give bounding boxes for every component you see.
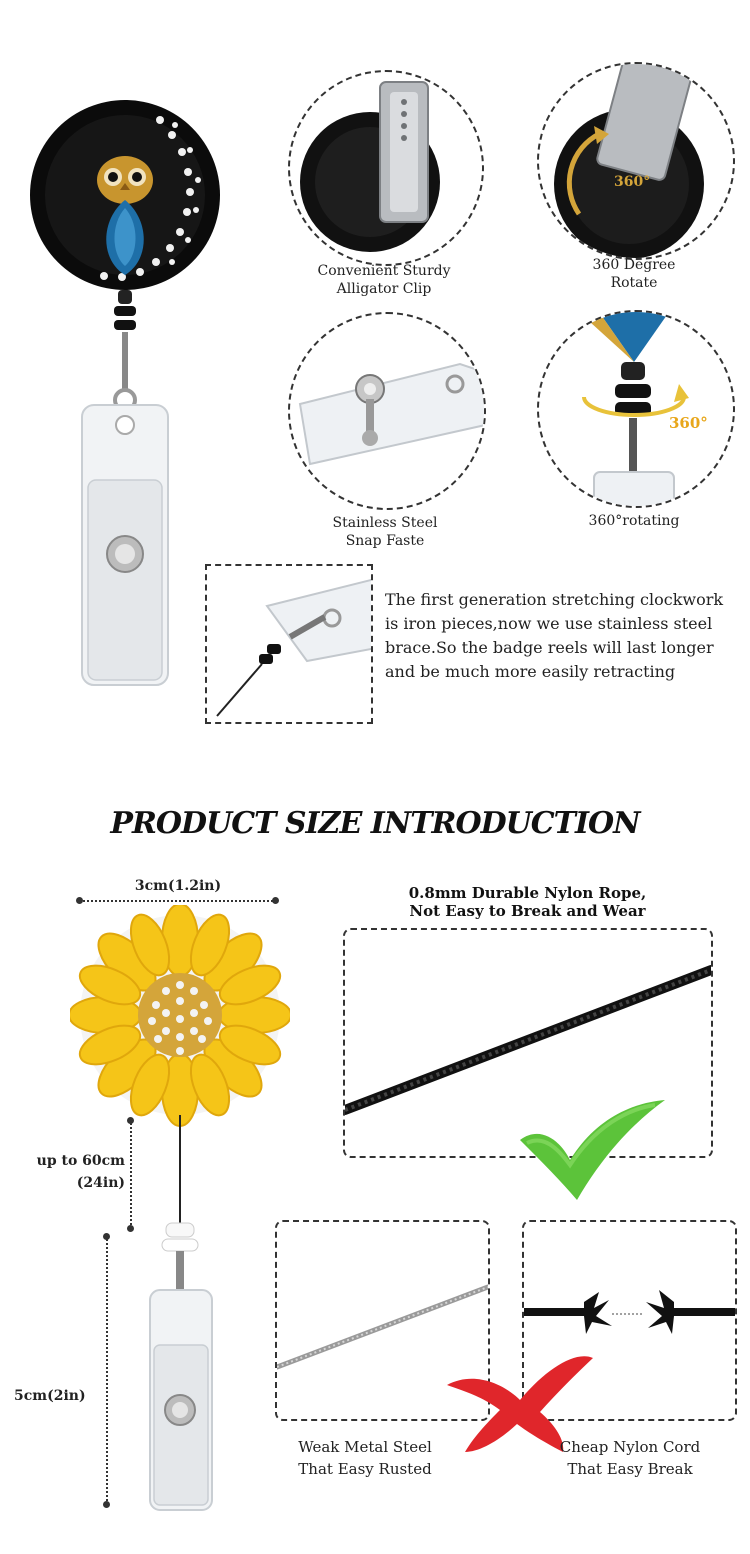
feature-snap-fastener-caption — [288, 514, 482, 550]
width-dot-left — [76, 897, 83, 904]
cord-dimension-line — [130, 1120, 132, 1228]
sunflower-badge-reel-image — [70, 905, 290, 1515]
clockwork-detail-box — [205, 564, 373, 724]
check-mark-icon — [515, 1095, 670, 1205]
strap-dimension-line — [106, 1236, 108, 1504]
width-dot-right — [272, 897, 279, 904]
section-title: PRODUCT SIZE INTRODUCTION — [110, 806, 640, 841]
compare-line-1: Weak Metal Steel — [298, 1438, 432, 1456]
compare-line-2: That Easy Break — [567, 1460, 693, 1478]
feature-360-rotating-caption — [537, 512, 731, 530]
strap-dot-bottom — [103, 1501, 110, 1508]
width-dimension-line — [80, 900, 276, 902]
feature-360-rotate-circle — [537, 62, 735, 260]
metal-steel-caption — [275, 1436, 455, 1480]
cord-length-line-1: up to 60cm — [36, 1153, 125, 1169]
feature-360-rotating-circle — [537, 310, 735, 508]
rotating-badge: 360° — [669, 414, 708, 432]
feature-snap-fastener-circle — [288, 312, 486, 510]
owl-badge-reel-image — [30, 80, 220, 700]
rope-title-line-1: 0.8mm Durable Nylon Rope, — [408, 884, 647, 902]
cord-dot-top — [127, 1117, 134, 1124]
rope-title-line-2: Not Easy to Break and Wear — [409, 902, 646, 920]
nylon-cord-caption — [545, 1436, 715, 1480]
cord-length-label — [10, 1150, 125, 1194]
caption-line-1: 360°rotating — [588, 513, 680, 529]
rope-title — [345, 884, 710, 920]
strap-dot-top — [103, 1233, 110, 1240]
compare-line-2: That Easy Rusted — [298, 1460, 432, 1478]
caption-line-1: Stainless Steel — [332, 515, 438, 531]
strap-length-label: 5cm(2in) — [14, 1388, 86, 1404]
rotate-badge: 360° — [614, 174, 651, 190]
caption-line-2: Alligator Clip — [336, 281, 432, 297]
width-dimension-label: 3cm(1.2in) — [134, 878, 222, 894]
caption-line-1: 360 Degree — [592, 257, 676, 273]
cord-length-line-2: (24in) — [76, 1175, 125, 1191]
clockwork-description: The first generation stretching clockwork is iron pieces,now we use stainless steel brace.So the badge reels will last longer and be much more easily retracting — [385, 590, 724, 681]
caption-line-2: Rotate — [610, 275, 658, 291]
feature-360-rotate-caption — [537, 256, 731, 292]
caption-line-1: Convenient Sturdy — [317, 263, 451, 279]
caption-line-2: Snap Faste — [345, 533, 425, 549]
compare-line-1: Cheap Nylon Cord — [559, 1438, 701, 1456]
feature-alligator-clip-circle — [288, 70, 484, 266]
cord-dot-bottom — [127, 1225, 134, 1232]
feature-alligator-clip-caption — [288, 262, 480, 298]
